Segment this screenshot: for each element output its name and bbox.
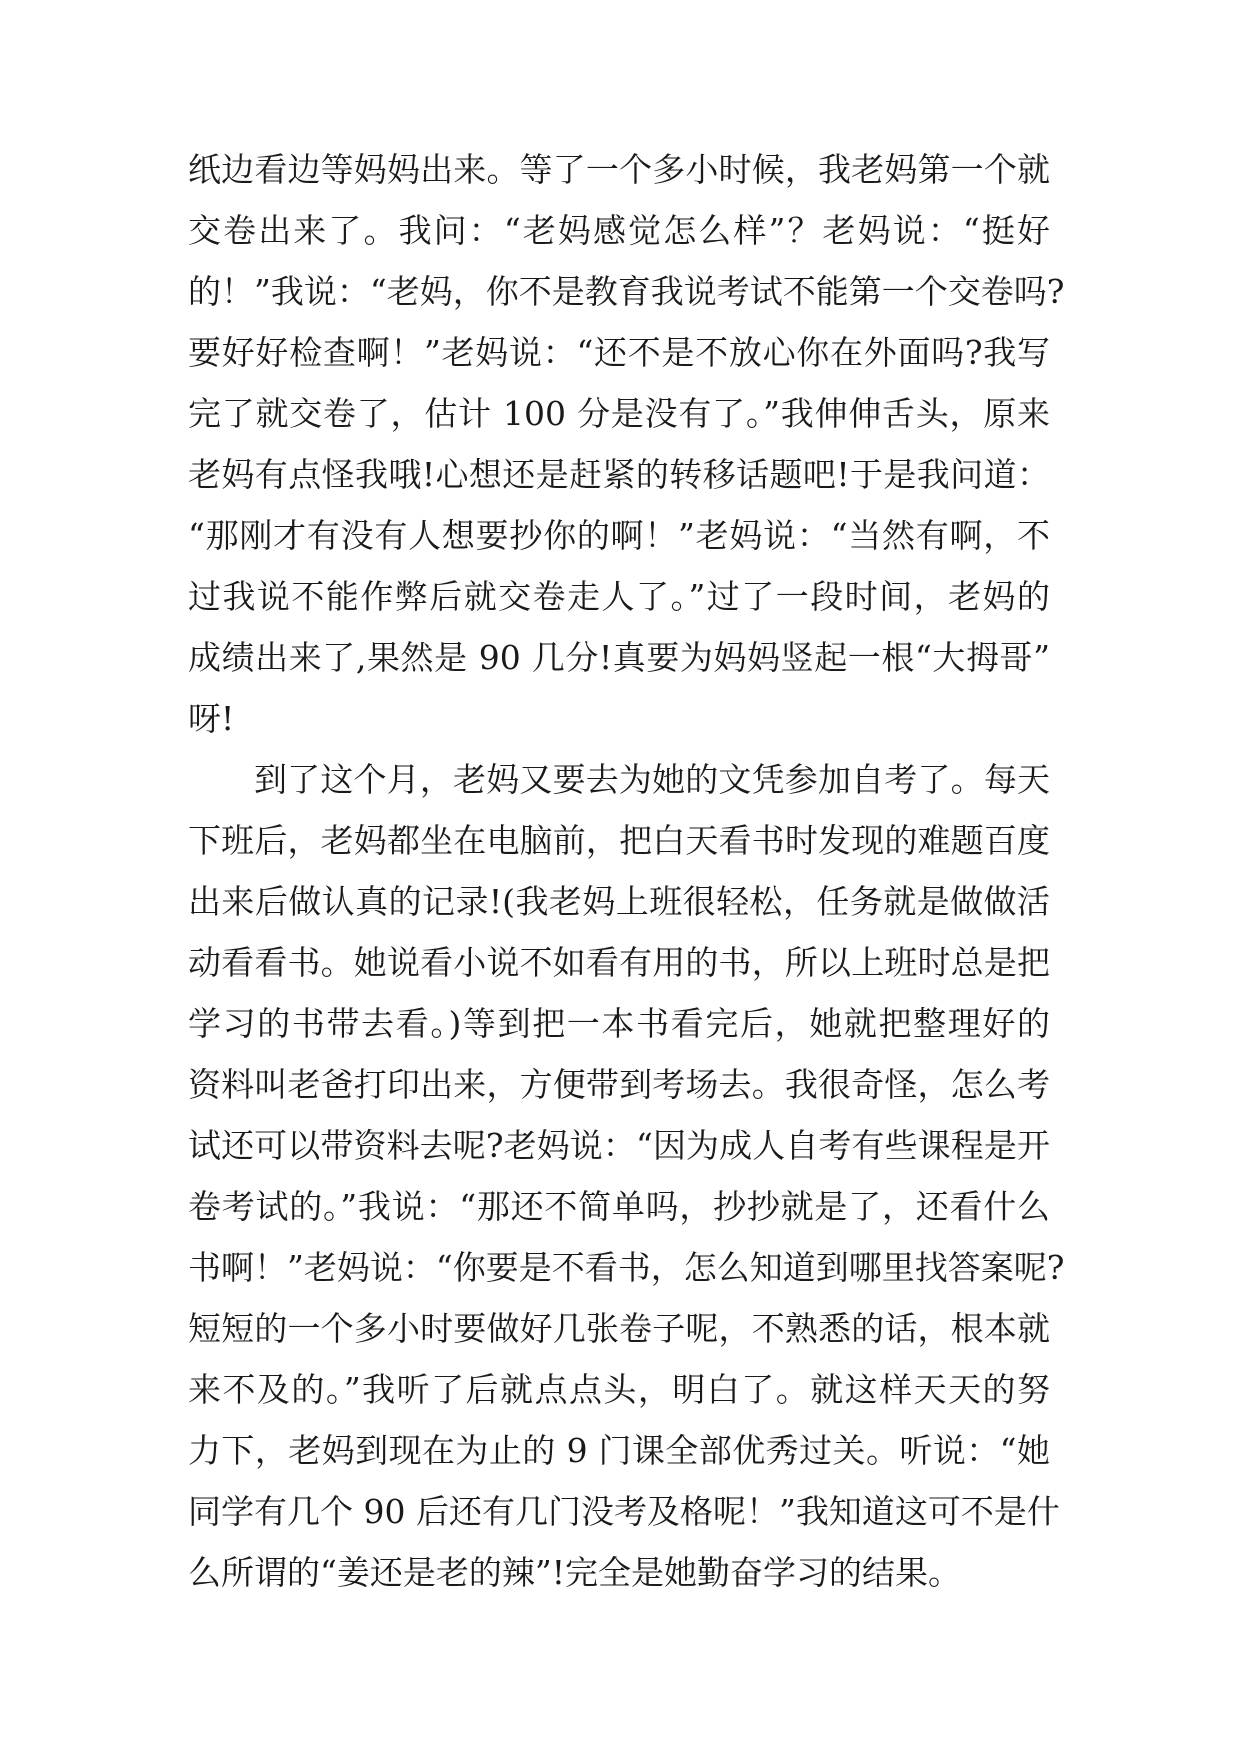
text-line: 么所谓的“姜还是老的辣”!完全是她勤奋学习的结果。 (188, 1553, 962, 1592)
text-line: “那刚才有没有人想要抄你的啊！”老妈说：“当然有啊，不 (188, 516, 1050, 555)
text-line: 纸边看边等妈妈出来。等了一个多小时候，我老妈第一个就 (188, 150, 1050, 189)
text-line: 学习的书带去看。)等到把一本书看完后，她就把整理好的 (188, 1004, 1050, 1043)
text-line: 过我说不能作弊后就交卷走人了。”过了一段时间，老妈的 (188, 577, 1050, 616)
text-line: 资料叫老爸打印出来，方便带到考场去。我很奇怪，怎么考 (188, 1065, 1050, 1104)
text-line: 下班后，老妈都坐在电脑前，把白天看书时发现的难题百度 (188, 821, 1050, 860)
text-line: 来不及的。”我听了后就点点头，明白了。就这样天天的努 (188, 1370, 1050, 1409)
text-line: 完了就交卷了，估计 100 分是没有了。”我伸伸舌头，原来 (188, 394, 1050, 433)
text-line: 短短的一个多小时要做好几张卷子呢，不熟悉的话，根本就 (188, 1309, 1050, 1348)
text-line: 同学有几个 90 后还有几门没考及格呢！”我知道这可不是什 (188, 1492, 1060, 1531)
text-line: 动看看书。她说看小说不如看有用的书，所以上班时总是把 (188, 943, 1050, 982)
text-line: 书啊！”老妈说：“你要是不看书，怎么知道到哪里找答案呢? (188, 1248, 1065, 1287)
paragraph-first-line: 到了这个月，老妈又要去为她的文凭参加自考了。每天 (254, 760, 1050, 799)
text-line: 老妈有点怪我哦!心想还是赶紧的转移话题吧!于是我问道： (188, 455, 1050, 494)
text-line: 成绩出来了,果然是 90 几分!真要为妈妈竖起一根“大拇哥” (188, 638, 1050, 677)
text-line: 呀! (188, 699, 235, 738)
text-line: 的！”我说：“老妈，你不是教育我说考试不能第一个交卷吗? (188, 272, 1065, 311)
text-line: 出来后做认真的记录!(我老妈上班很轻松，任务就是做做活 (188, 882, 1050, 921)
text-line: 交卷出来了。我问：“老妈感觉怎么样”？老妈说：“挺好 (188, 211, 1050, 250)
text-line: 力下，老妈到现在为止的 9 门课全部优秀过关。听说：“她 (188, 1431, 1050, 1470)
text-line: 卷考试的。”我说：“那还不简单吗，抄抄就是了，还看什么 (188, 1187, 1050, 1226)
text-line: 试还可以带资料去呢?老妈说：“因为成人自考有些课程是开 (188, 1126, 1050, 1165)
text-line: 要好好检查啊！”老妈说：“还不是不放心你在外面吗?我写 (188, 333, 1050, 372)
